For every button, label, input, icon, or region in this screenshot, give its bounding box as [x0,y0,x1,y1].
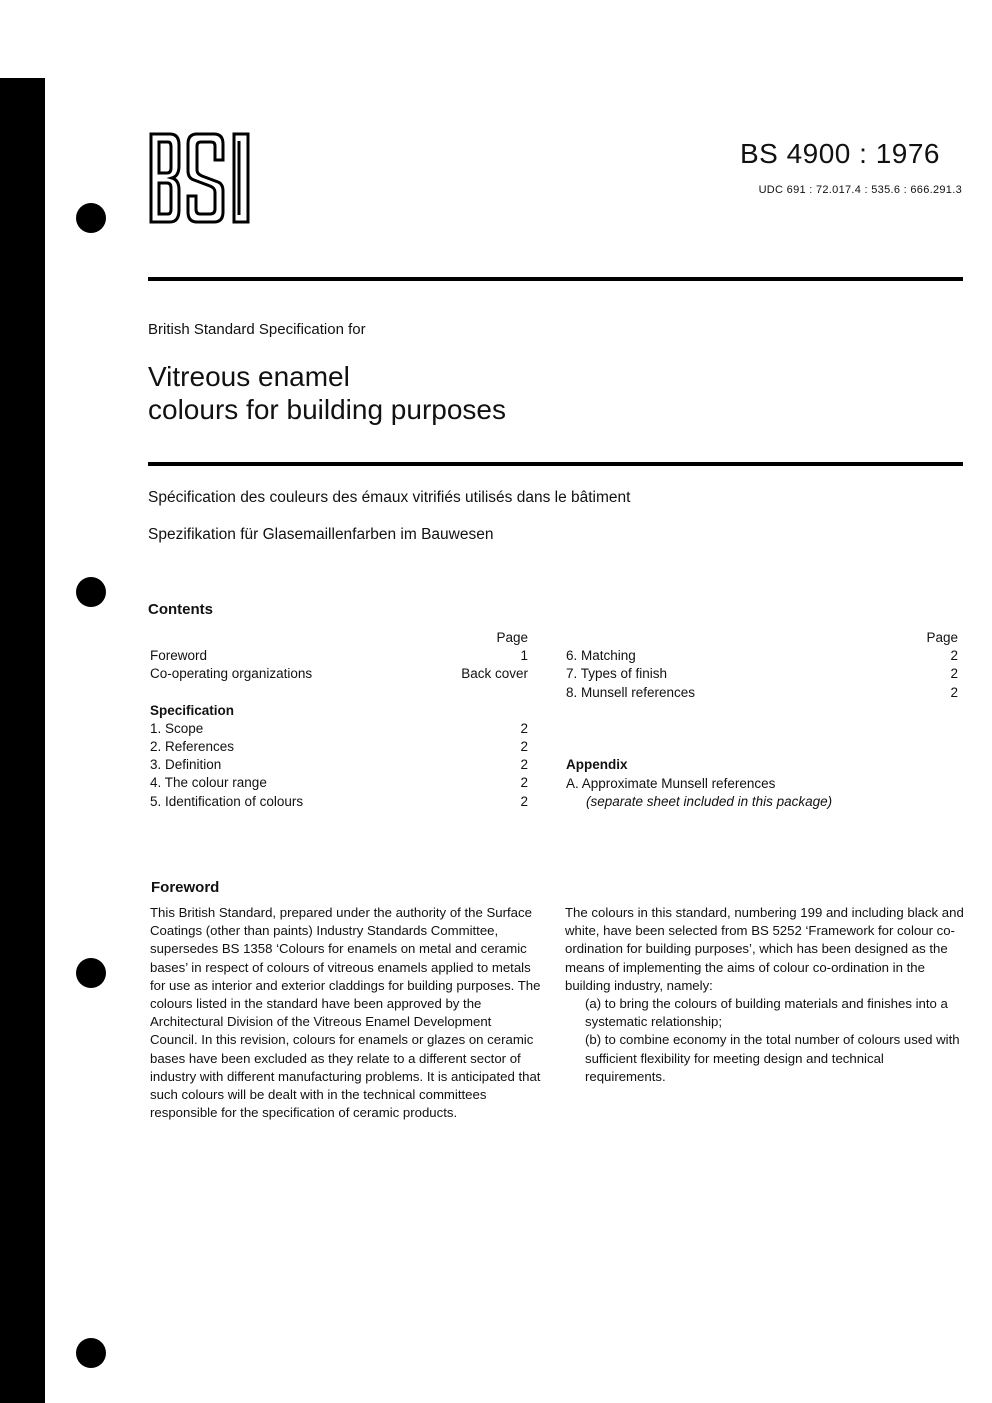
page-label: Page [496,630,528,645]
foreword-left-column [150,904,542,1122]
french-title: Spécification des couleurs des émaux vitrifiés utilisés dans le bâtiment [148,489,631,506]
toc-entry-page: 1 [520,648,528,664]
toc-entry-label: 5. Identification of colours [150,793,304,809]
toc-entry-label: 6. Matching [566,648,636,664]
toc-entry-label: 2. References [150,738,235,754]
foreword-right-column [565,904,967,1086]
contents-heading: Contents [148,601,213,618]
toc-entry-page: 2 [520,775,528,791]
toc-entry-label: 4. The colour range [150,775,267,791]
appendix-entry: A. Approximate Munsell references [566,775,776,791]
punch-hole [76,958,106,988]
document-title [148,360,506,426]
title-divider [148,462,963,466]
toc-entry-label: 3. Definition [150,757,222,773]
toc-entry-label: Foreword [150,648,208,664]
appendix-heading: Appendix [566,757,628,773]
punch-hole [76,203,106,233]
toc-entry [150,647,528,665]
german-title: Spezifikation für Glasemaillenfarben im Bauwesen [148,526,494,543]
list-item: (a) to bring the colours of building materials and finishes into a systematic relationship; [585,996,948,1030]
top-divider [148,277,963,281]
bsi-logo [148,132,254,229]
contents-right-column [566,629,958,811]
toc-entry-page: 2 [950,648,958,664]
toc-entry-label: 8. Munsell references [566,684,696,700]
toc-entry-page: 2 [520,793,528,809]
page-column-header [150,629,528,647]
standard-number: BS 4900 : 1976 [739,138,940,169]
toc-entry-page: 2 [950,666,958,682]
page-label: Page [926,630,958,645]
toc-entry [150,774,528,792]
toc-entry [150,756,528,774]
toc-entry-page: 2 [520,738,528,754]
left-margin-bar [0,78,45,1403]
toc-entry [566,665,958,683]
udc-code: UDC 691 : 72.017.4 : 535.6 : 666.291.3 [758,184,962,196]
list-item: (b) to combine economy in the total number of colours used with sufficient flexibility for meeting design and technical requirements. [585,1032,960,1084]
toc-entry-page: 2 [520,757,528,773]
toc-entry [566,647,958,665]
foreword-heading: Foreword [151,879,220,896]
toc-entry [150,720,528,738]
toc-entry [150,665,528,683]
toc-entry-label: 7. Types of finish [566,666,668,682]
toc-entry-page: 2 [520,720,528,736]
title-line-1: Vitreous enamel [148,361,350,392]
toc-entry [150,793,528,811]
toc-entry-label: 1. Scope [150,720,204,736]
punch-hole [76,1338,106,1368]
contents-left-column [150,629,528,811]
page-column-header [566,629,958,647]
appendix-note: (separate sheet included in this package) [586,793,833,809]
foreword-paragraph: The colours in this standard, numbering 199 and including black and white, have been selected from BS 5252 ‘Framework for colour co-ordination for building purposes’, which has been designed as the means of implementing the aims of colour co-ordination in the building industry, namely: [565,905,964,993]
toc-entry-page: 2 [950,684,958,700]
toc-entry-page: Back cover [461,666,528,682]
toc-entry [566,684,958,702]
toc-entry [150,738,528,756]
punch-hole [76,577,106,607]
toc-entry-label: Co-operating organizations [150,666,313,682]
specification-heading: Specification [150,702,235,718]
foreword-paragraph: This British Standard, prepared under the authority of the Surface Coatings (other than paints) Industry Standards Committee, supersedes BS 1358 ‘Colours for enamels on metal and ceramic bases’ in respect of colours of vitreous enamels applied to metals for use as interior and exterior claddings for building purposes. The colours listed in the standard have been approved by the Architectural Division of the Vitreous Enamel Development Council. In this revision, colours for enamels or glazes on ceramic bases have been excluded as they relate to a different sector of industry with different manufacturing problems. It is anticipated that such colours will be dealt with in the technical committees responsible for the specification of ceramic products. [150,905,541,1121]
document-subtitle: British Standard Specification for [148,321,366,338]
title-line-2: colours for building purposes [148,394,506,425]
